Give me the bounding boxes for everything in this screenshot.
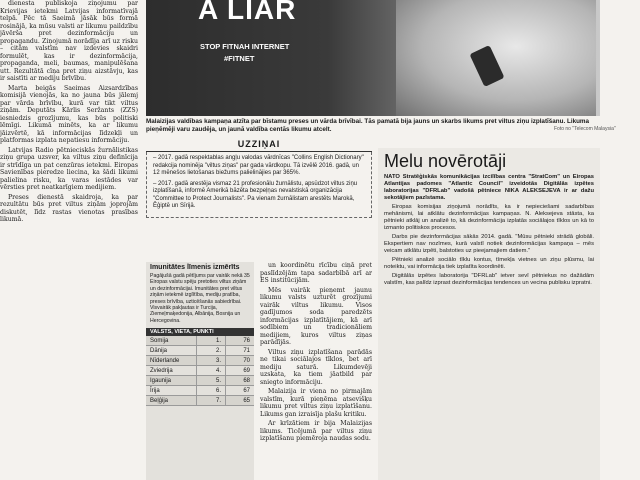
points-cell: 69	[226, 366, 255, 376]
mid-paragraph: Ar krīzātiem ir bija Malaizijas likums. Ticējumā par viltus ziņu izplatīšanu piemēroja naudas sodu.	[260, 420, 372, 442]
table-row	[146, 356, 254, 366]
left-paragraph: Marta beigās Saeimas Aizsardzības komisijā vienojās, ka no jauna būs jālemj par vārda brīvību, kurā var tikt viltus ziņām. Deputāts Kārlis Seržants (ZZS) iesniedzis grozījumu, kas būs politiski lēmīgi. Likumā minēts, ka ar likumu jāizvērtē, kā informācijas līdzekļi un platformas izplata nepatiesu informāciju.	[0, 84, 138, 144]
points-cell: 70	[226, 356, 255, 366]
lie-watchers-article	[378, 148, 600, 480]
rank-cell: 4.	[197, 366, 226, 376]
info-box-body	[146, 152, 372, 218]
points-cell: 67	[226, 386, 255, 396]
table-row	[146, 336, 254, 346]
photo-caption: Malaizijas valdības kampaņa atzīta par bīstamu preses un vārda brīvībai. Tās pamatā bija jauns un skarbs likums pret viltus ziņu izplatīšanu. Likuma pieņēmēji varu zaudēja, un jaunā valdība centās likumu atcelt.	[146, 118, 590, 133]
immunity-sidebar	[146, 262, 254, 480]
country-cell: Igaunija	[146, 376, 197, 386]
mid-paragraph: Malaizija ir viena no pirmajām valstīm, kurā pieņēma atsevišķu likumu pret viltus ziņu izplatīšanu. Likums gan izraisīja plašu kritiku.	[260, 388, 372, 418]
left-paragraph: dienesta publiskoja ziņojumu par Krievijas ietekmi Latvijas informatīvajā telpā. Pēc tā Saeimā jāsāk būs formā rosinājā, ka mūsu valsti ar likumu paildzību jāvērša pret dezinformāciju un propagandu. Ziņojumā norādīja arī uz risku – citām valstīm nav izdevies skaidri formulēt, kas ir dezinformācija, propaganda, meli, baumas, manipulēšana utt. Rezultātā cīņa pret ziņu aizstāvju, kas ir saistīti ar mediju brīvību.	[0, 0, 138, 82]
info-item: – 2017. gadā arestēja vismaz 21 profesionālu žurnālistu, apsūdzot viltus ziņu izplatīšanā, informē Amerikā bāzēta bezpeļņas nevalstiskā organizācija "Committee to Protect Journalists". Pa vienam žurnālistam arestēts Marokā, Ēģiptē un Sīrijā.	[153, 180, 358, 209]
sidebar-body: Pagājušā gadā pētījums par vairāk nekā 35 Eiropas valstu spēju pretoties viltus ziņām un dezinformācijai. Imunitātes pret viltus ziņām ietekmē izglītība, mediju pratība, preses brīvība, uzticēšanās sabiedrībai. Visvairāk pakļautas ir Turcija, Ziemeļmaķedonija, Albānija, Bosnija un Hercegovina.	[150, 273, 250, 324]
article-paragraph: Eiropas komisijas ziņojumā norādīts, ka ir nepieciešami sadarbības mehānismi, lai atklātu dezinformācijas kampaņas. N. Aleksejeva stāsta, ka pētnieki atklāj un analizē to, kā dezinformācija izplatās sociālajos tīklos un kā to izmanto politiskos procesos.	[384, 204, 594, 231]
rank-cell: 3.	[197, 356, 226, 366]
country-cell: Beļģija	[146, 396, 197, 406]
country-cell: Zviedrija	[146, 366, 197, 376]
article-body	[378, 202, 600, 291]
hero-photo	[146, 0, 600, 116]
article-paragraph: Digitālās izpētes laboratorija "DFRLab" ietver sevī pētniekus no dažādām valstīm, kas palīdz izprast dezinformācijas tendences un vecina publisku izpratni.	[384, 273, 594, 286]
points-cell: 65	[226, 396, 255, 406]
left-paragraph: Latvijas Radio pētnieciskās žurnālistikas ziņu grupa uzsver, ka viltus ziņu definīcija ir strīdīga un pat cenzūras ietekmi. Eiropas Savienības pieredze liecina, ka šādi likumi palielina risku, ka varas iestādes var vērsties pret neatkarīgiem medijiem.	[0, 146, 138, 191]
photo-credit: Foto no "Telecom Malaysia"	[554, 126, 616, 132]
hero-line-2: #FITNET	[224, 54, 255, 63]
info-box-heading: UZZIŅAI	[146, 139, 372, 152]
info-box	[146, 139, 372, 243]
left-paragraph: Preses dienestā skaidroja, ka par rezultātu būs pret viltus ziņām joprojām diskutēt, līdz rastas vienotas prasības likumā.	[0, 193, 138, 223]
points-cell: 68	[226, 376, 255, 386]
hero-big-text: A LIAR	[198, 0, 297, 25]
country-cell: Dānija	[146, 346, 197, 356]
article-lead: NATO Stratēģiskās komunikācijas izcilības centra "StratCom" un Eiropas Atlantijas padomes "Atlantic Council" izveidotās Digitālās izpētes laboratorijas "DFRLab" vadošā pētniece NIKA ALEKSEJEVA ir ar dažu sekotājiem pazīstama.	[384, 174, 594, 201]
table-row	[146, 346, 254, 356]
info-item: – 2017. gadā respektablas angļu valodas vārdnīcas "Collins English Dictionary" redakcija nominēja "viltus ziņas" par gada vārdkopu. Tā izvēlē 2016. gadā, un 12 mēnešos lietošanas biežums palielinājies par 365%.	[153, 155, 364, 176]
rank-cell: 1.	[197, 336, 226, 346]
rank-cell: 6.	[197, 386, 226, 396]
article-heading: Melu novērotāji	[384, 151, 507, 171]
country-cell: Somija	[146, 336, 197, 346]
table-row	[146, 366, 254, 376]
article-paragraph: Darbs pie dezinformācijas sākās 2014. gadā. "Mūsu pētnieki strādā globāli. Ekspertiem nav nozīmes, kurā valstī notiek dezinformācijas kampaņa – mēs veicam atklātu izpēti, balstoties uz pieejamajiem datiem."	[384, 234, 594, 254]
rank-cell: 7.	[197, 396, 226, 406]
table-row	[146, 386, 254, 396]
hero-line-1: STOP FITNAH INTERNET	[200, 42, 290, 51]
country-cell: Īrija	[146, 386, 197, 396]
person-illustration	[396, 0, 596, 116]
rank-cell: 5.	[197, 376, 226, 386]
table-header: VALSTS, VIETA, PUNKTI	[146, 328, 254, 336]
table-row	[146, 376, 254, 386]
country-cell: Nīderlande	[146, 356, 197, 366]
points-cell: 76	[226, 336, 255, 346]
rank-cell: 2.	[197, 346, 226, 356]
mid-paragraph: Viltus ziņu izplatīšana parādās ne tikai sociālajos tīklos, bet arī mediju saturā. Likumdevēji uzskata, ka tiem jāatbild par sniegto informāciju.	[260, 348, 372, 386]
left-article-column	[0, 0, 138, 480]
table-row	[146, 396, 254, 406]
mid-paragraph: Mēs vairāk pieņemt jaunu likumu valsts uzturēt grozījumi vairāk viltus likumu. Visos gadījumos soda paredzēts informācijas izplatītājiem, kā arī sodībiem un tradicionāliem medijiem, kuros viltus ziņas parādījās.	[260, 286, 372, 346]
ranking-table	[146, 336, 254, 406]
middle-article-column	[260, 262, 372, 480]
points-cell: 71	[226, 346, 255, 356]
article-paragraph: Pētnieki analizē sociālo tīklu kontus, tīmekļa vietnes un ziņu plūsmu, lai noteiktu, vai informācija tiek izplatīta koordinēti.	[384, 257, 594, 270]
sidebar-title: Imunitātes līmenis izmērīts	[150, 264, 240, 271]
mid-paragraph: un koordinētu rīcību ciņā pret paslīdzējām tapa sadarbībā arī ar ES institūcijām.	[260, 262, 372, 284]
